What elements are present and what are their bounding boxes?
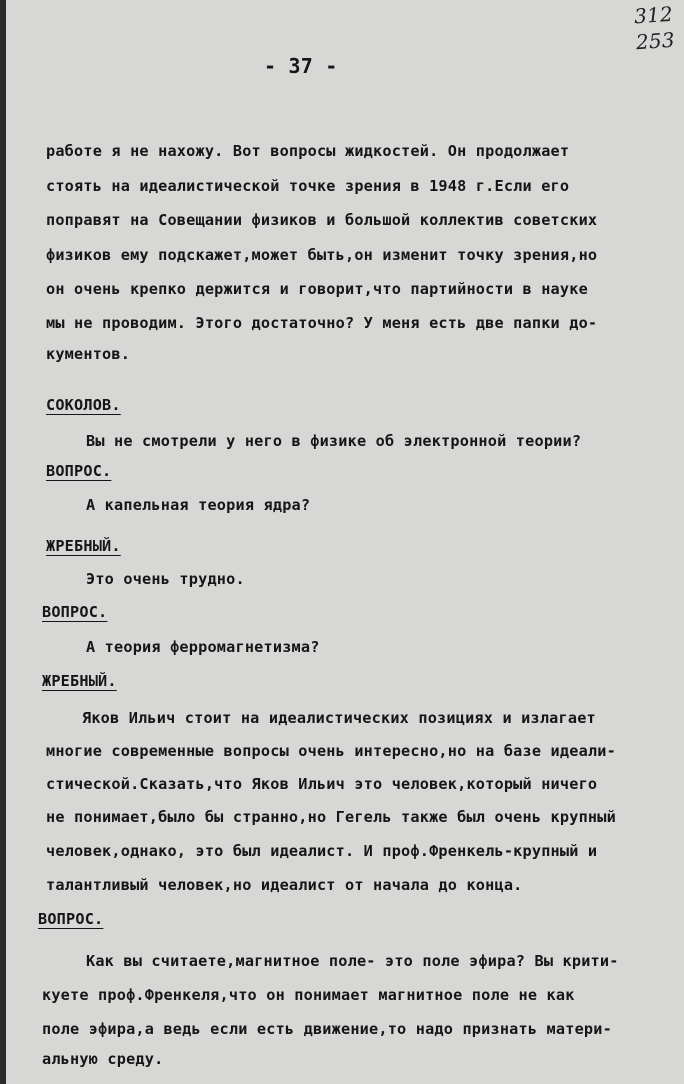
text-line: физиков ему подскажет,может быть,он изменит точку зрения,но: [46, 246, 598, 264]
text-line: Вы не смотрели у него в физике об электронной теории?: [86, 432, 582, 450]
page-number: - 37 -: [264, 54, 338, 78]
text-line: талантливый человек,но идеалист от начала до конца.: [46, 876, 523, 894]
text-line: Как вы считаете,магнитное поле- это поле эфира? Вы крити-: [86, 952, 619, 970]
text-line: Яков Ильич стоит на идеалистических позициях и излагает: [82, 709, 596, 727]
text-line: А теория ферромагнетизма?: [86, 638, 320, 656]
text-line: А капельная теория ядра?: [86, 496, 311, 514]
speaker-heading: ЖРЕБНЫЙ.: [46, 537, 121, 555]
speaker-heading: СОКОЛОВ.: [46, 396, 121, 414]
text-line: стоять на идеалистической точке зрения в 1948 г.Если его: [46, 177, 570, 195]
folio-number-bottom: 253: [635, 27, 676, 55]
speaker-heading: ВОПРОС.: [38, 910, 104, 928]
text-line: куете проф.Френкеля,что он понимает магнитное поле не как: [42, 986, 575, 1004]
text-line: альную среду.: [42, 1050, 164, 1068]
text-line: многие современные вопросы очень интересно,но на базе идеали-: [46, 742, 616, 760]
text-line: Это очень трудно.: [86, 570, 245, 588]
archive-folio-numbers: [633, 1, 675, 56]
text-line: не понимает,было бы странно,но Гегель также был очень крупный: [46, 808, 616, 826]
text-line: поправят на Совещании физиков и большой коллектив советских: [46, 211, 598, 229]
text-line: работе я не нахожу. Вот вопросы жидкостей. Он продолжает: [46, 142, 570, 160]
text-line: стической.Сказать,что Яков Ильич это человек,который ничего: [46, 775, 598, 793]
speaker-heading: ВОПРОС.: [42, 603, 108, 621]
text-line: он очень крепко держится и говорит,что партийности в науке: [46, 280, 588, 298]
folio-number-top: 312: [633, 1, 674, 29]
text-line: кументов.: [46, 345, 131, 363]
text-line: человек,однако, это был идеалист. И проф.Френкель-крупный и: [46, 842, 598, 860]
speaker-heading: ВОПРОС.: [46, 462, 112, 480]
speaker-heading: ЖРЕБНЫЙ.: [42, 672, 117, 690]
text-line: поле эфира,а ведь если есть движение,то надо признать матери-: [42, 1020, 612, 1038]
text-line: мы не проводим. Этого достаточно? У меня есть две папки до-: [46, 314, 598, 332]
